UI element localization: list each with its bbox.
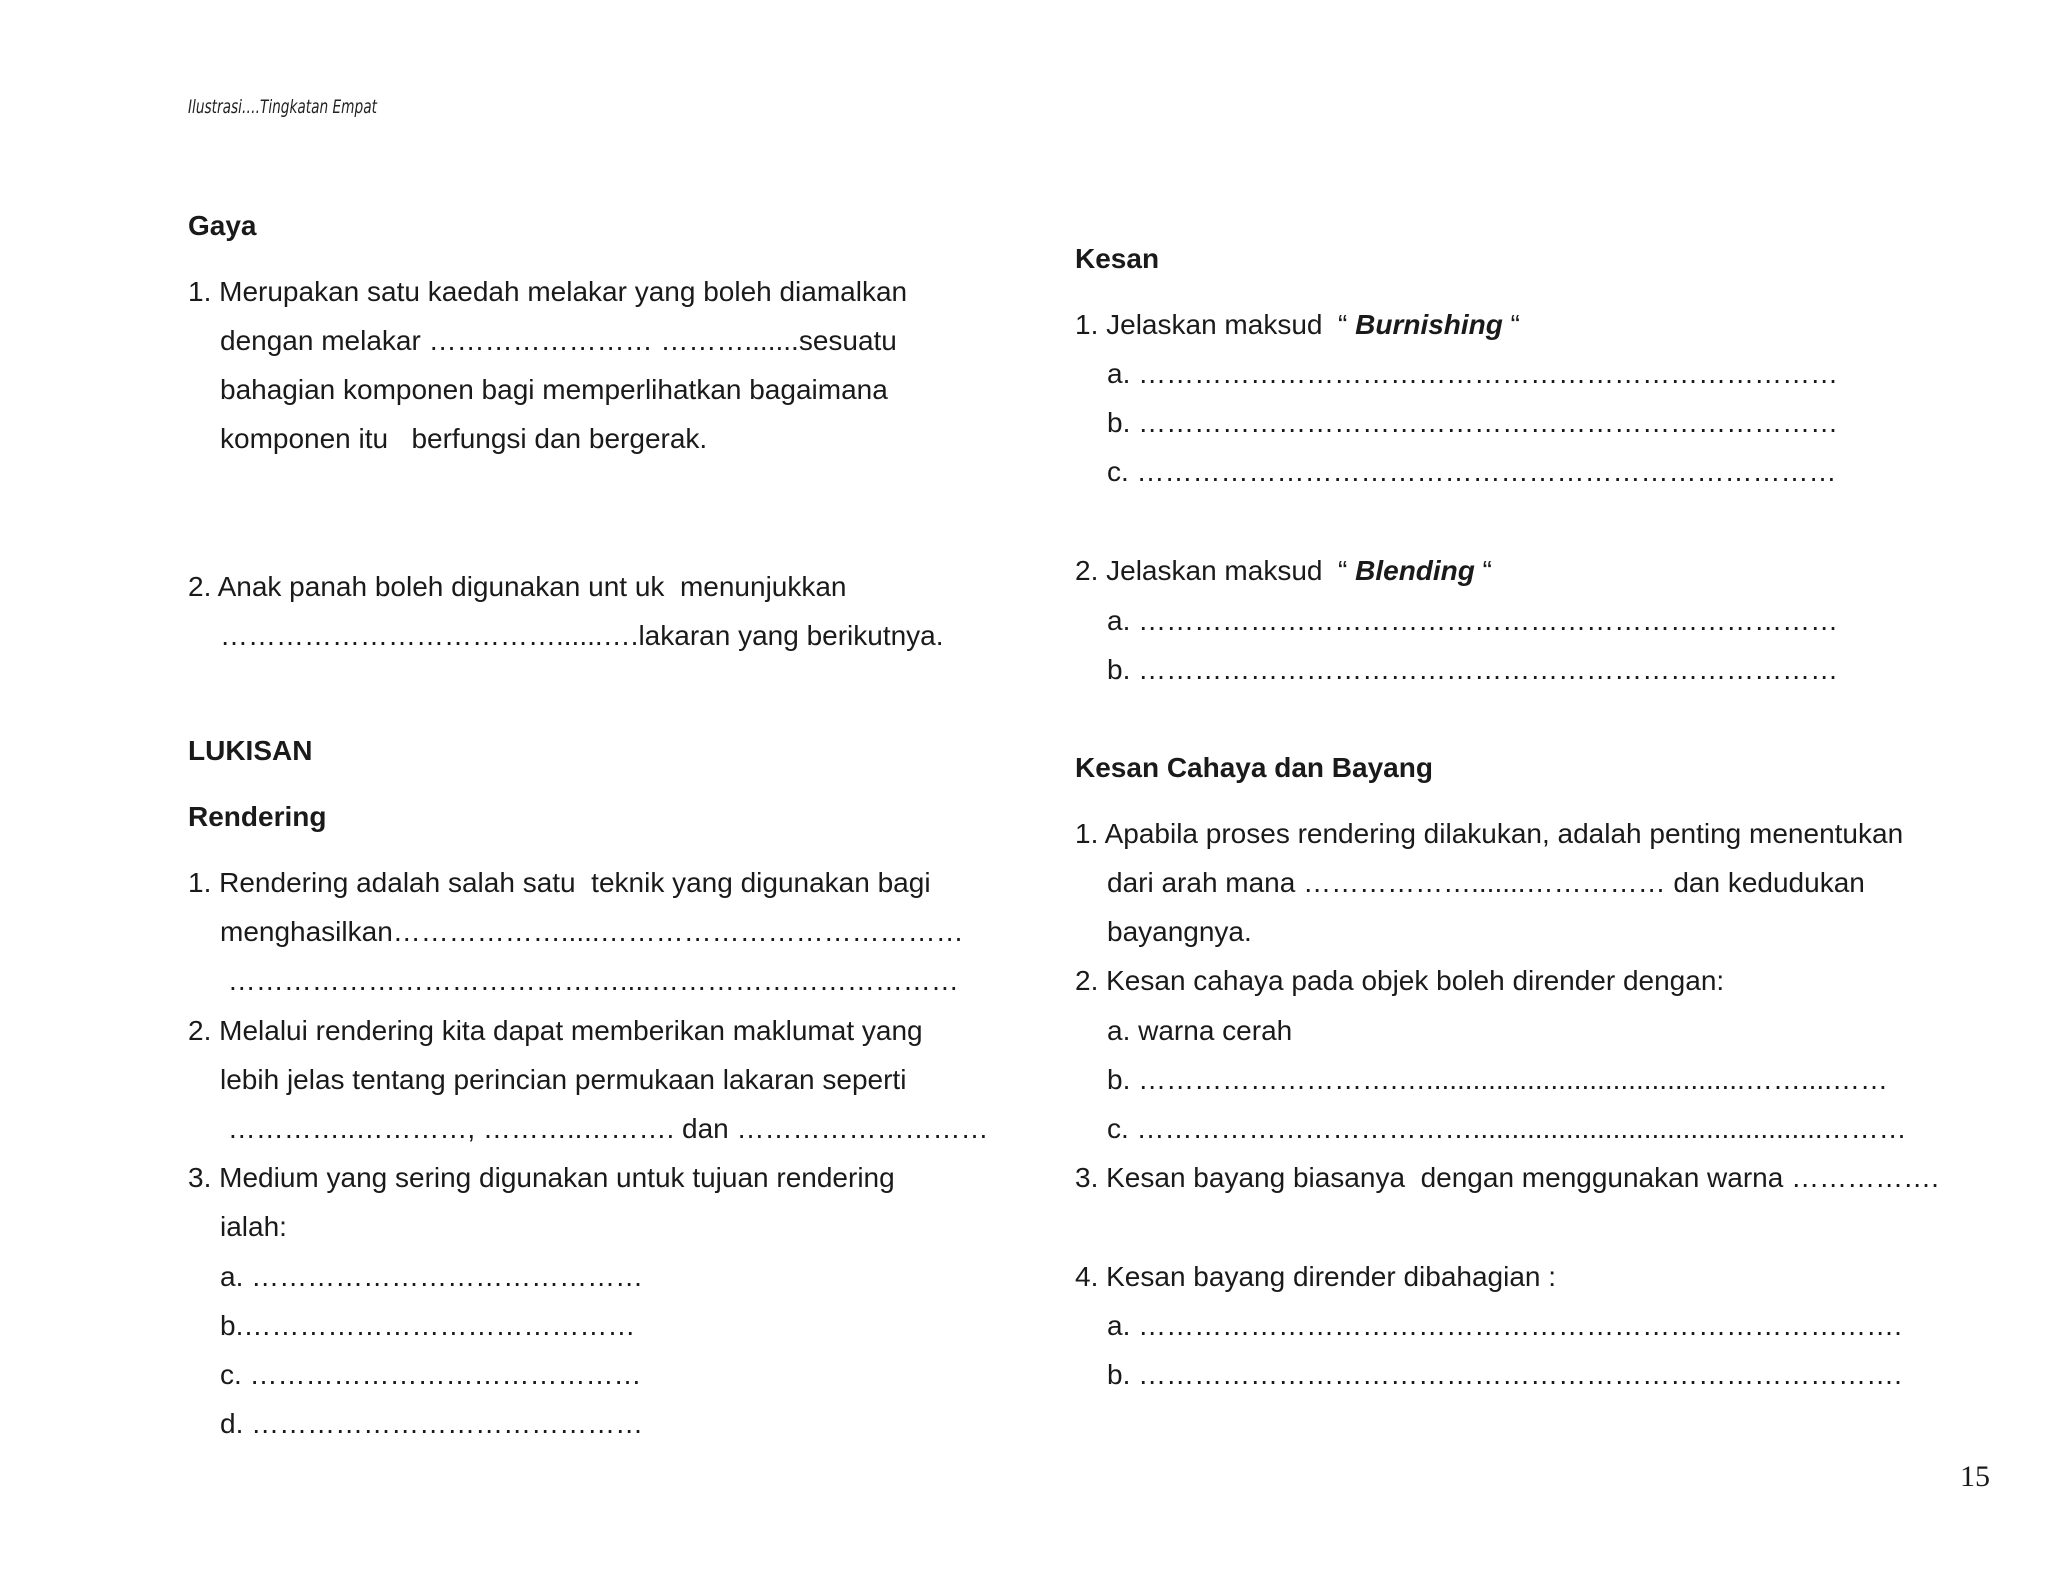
cahaya-item-1-line-1: 1. Apabila proses rendering dilakukan, adalah penting menentukan — [1075, 818, 1904, 849]
kesan-item-2-term: Blending — [1355, 555, 1475, 586]
rendering-item-1-line-3: ……………………………………....…………………………… — [220, 965, 959, 996]
gaya-item-1-line-2: dengan melakar …………………… ……….......sesuatu — [220, 325, 897, 356]
gaya-item-1-line-4: komponen itu berfungsi dan bergerak. — [220, 423, 708, 454]
rendering-item-3-blank-c: c. …………………………………… — [220, 1359, 642, 1390]
rendering-item-3-line-2: ialah: — [220, 1211, 287, 1242]
cahaya-item-2-blank-c: c. ……………………………….............................................……… — [1107, 1113, 1907, 1144]
section-heading-gaya: Gaya — [188, 210, 257, 241]
section-heading-rendering: Rendering — [188, 801, 327, 832]
kesan-item-2-prefix: 2. Jelaskan maksud “ — [1075, 555, 1356, 586]
kesan-item-2-suffix: “ — [1474, 555, 1492, 586]
rendering-item-2-line-2: lebih jelas tentang perincian permukaan lakaran seperti — [220, 1064, 907, 1095]
cahaya-item-2-option-a: a. warna cerah — [1107, 1015, 1293, 1046]
cahaya-item-4-line-1: 4. Kesan bayang dirender dibahagian : — [1075, 1261, 1557, 1292]
section-heading-lukisan: LUKISAN — [188, 735, 313, 766]
kesan-item-1-term: Burnishing — [1355, 309, 1503, 340]
rendering-item-2-line-3: …………..…………, ………..………. dan ……………………… — [220, 1113, 989, 1144]
gaya-item-2-line-2: ………………………………......….lakaran yang berikutnya. — [220, 620, 944, 651]
cahaya-item-1-line-2: dari arah mana ……………….......…………… dan kedudukan — [1107, 867, 1865, 898]
page-header: Ilustrasi….Tingkatan Empat — [188, 96, 377, 118]
rendering-item-3-blank-a: a. …………………………………… — [220, 1261, 644, 1292]
section-heading-kesan-cahaya-dan-bayang: Kesan Cahaya dan Bayang — [1075, 752, 1433, 783]
rendering-item-3-line-1: 3. Medium yang sering digunakan untuk tujuan rendering — [188, 1162, 895, 1193]
cahaya-item-3: 3. Kesan bayang biasanya dengan menggunakan warna ……………. — [1075, 1162, 1939, 1193]
gaya-item-1-line-1: 1. Merupakan satu kaedah melakar yang boleh diamalkan — [188, 276, 908, 307]
cahaya-item-4-blank-b: b. ………………………………………………………………………. — [1107, 1359, 1902, 1390]
kesan-item-2-blank-a: a. ………………………………………………………………… — [1107, 605, 1839, 636]
gaya-item-1-line-3: bahagian komponen bagi memperlihatkan bagaimana — [220, 374, 888, 405]
kesan-item-1-blank-a: a. ………………………………………………………………… — [1107, 358, 1839, 389]
rendering-item-3-blank-d: d. …………………………………… — [220, 1408, 644, 1439]
kesan-item-1-prefix: 1. Jelaskan maksud “ — [1075, 309, 1356, 340]
cahaya-item-2-blank-b: b. ……………………….….........................................……....…… — [1107, 1064, 1888, 1095]
cahaya-item-2-line-1: 2. Kesan cahaya pada objek boleh dirender dengan: — [1075, 965, 1725, 996]
kesan-item-1-blank-b: b. ………………………………………………………………… — [1107, 407, 1839, 438]
rendering-item-1-line-1: 1. Rendering adalah salah satu teknik yang digunakan bagi — [188, 867, 931, 898]
rendering-item-3-blank-b: b.…………………………………… — [220, 1310, 636, 1341]
rendering-item-1-line-2: menghasilkan……………….....………………………………… — [220, 916, 964, 947]
cahaya-item-1-line-3: bayangnya. — [1107, 916, 1252, 947]
cahaya-item-4-blank-a: a. ………………………………………………………………………. — [1107, 1310, 1902, 1341]
kesan-item-2-question — [1075, 553, 1492, 589]
rendering-item-2-line-1: 2. Melalui rendering kita dapat memberikan maklumat yang — [188, 1015, 923, 1046]
kesan-item-1-blank-c: c. ………………………………………………………………… — [1107, 456, 1837, 487]
kesan-item-1-question — [1075, 307, 1520, 343]
section-heading-kesan: Kesan — [1075, 243, 1160, 274]
kesan-item-2-blank-b: b. ………………………………………………………………… — [1107, 654, 1839, 685]
page-number: 15 — [1960, 1460, 1990, 1493]
gaya-item-2-line-1: 2. Anak panah boleh digunakan unt uk menunjukkan — [188, 571, 847, 602]
kesan-item-1-suffix: “ — [1502, 309, 1520, 340]
